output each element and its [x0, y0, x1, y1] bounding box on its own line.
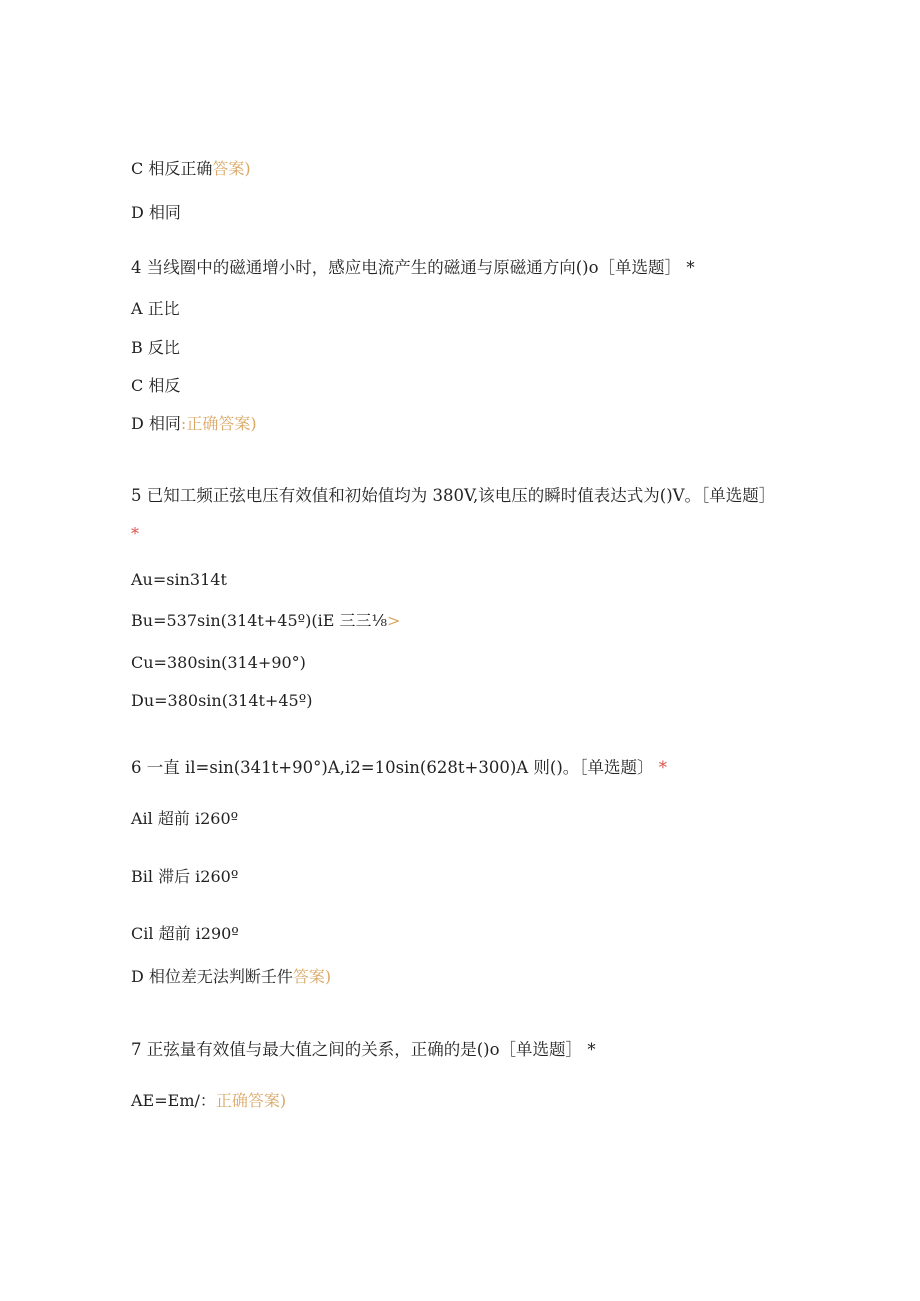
option-text: AE=Em/： — [131, 1091, 216, 1110]
q7-question — [131, 1039, 596, 1061]
q3-option-d — [131, 202, 181, 224]
option-text: D 相位差无法判断壬件 — [131, 967, 293, 986]
option-text: Cil 超前 i290º — [131, 924, 239, 943]
question-text: 7 正弦量有效值与最大值之间的关系，正确的是()o［单选题］ — [131, 1040, 583, 1059]
q7-option-a — [131, 1090, 286, 1112]
option-text: B 反比 — [131, 338, 180, 357]
option-text: D 相同 — [131, 414, 181, 433]
q4-question — [131, 257, 695, 279]
question-text: 6 一直 il=sin(341t+90°)A,i2=10sin(628t+300)A 则()。［单选题〕 — [131, 758, 654, 777]
q6-option-c — [131, 923, 239, 945]
option-text: Cu=380sin(314+90°) — [131, 653, 306, 672]
option-text: Du=380sin(314t+45º) — [131, 691, 313, 710]
correct-answer-mark: 答案) — [292, 967, 332, 986]
option-text: Bu=537sin(314t+45º)(iE 三三⅛ — [131, 611, 388, 630]
q4-option-a — [131, 298, 180, 320]
option-text: A 正比 — [131, 299, 180, 318]
required-star: * — [658, 758, 668, 777]
question-text: 5 已知工频正弦电压有效值和初始值均为 380V,该电压的瞬时值表达式为()V。［单选题］ — [131, 486, 776, 505]
required-star: * — [131, 524, 139, 543]
q5-question — [131, 485, 775, 507]
option-text: D 相同 — [131, 203, 181, 222]
option-text: Au=sin314t — [131, 570, 227, 589]
q5-option-d — [131, 690, 312, 712]
q4-option-b — [131, 337, 180, 359]
option-text: Ail 超前 i260º — [131, 809, 239, 828]
option-text: Bil 滞后 i260º — [131, 867, 239, 886]
q4-option-c — [131, 375, 180, 397]
question-text: 4 当线圈中的磁通增小时，感应电流产生的磁通与原磁通方向()o［单选题］ — [131, 258, 682, 277]
q5-required-star — [131, 523, 139, 545]
q6-option-d — [131, 966, 331, 988]
q6-question — [131, 757, 667, 779]
required-star: * — [686, 258, 695, 277]
q5-option-a — [131, 569, 227, 591]
q6-option-a — [131, 808, 238, 830]
q5-option-b — [131, 610, 400, 632]
correct-answer-mark: 答案) — [212, 159, 251, 178]
q5-option-c — [131, 652, 306, 674]
option-text: C 相反 — [131, 376, 181, 395]
correct-answer-mark: > — [387, 611, 401, 630]
required-star: * — [587, 1040, 596, 1059]
q3-option-c — [131, 158, 251, 180]
option-text: C 相反正确 — [131, 159, 213, 178]
correct-answer-mark: 正确答案) — [215, 1091, 287, 1110]
q6-option-b — [131, 866, 238, 888]
correct-answer-mark: :正确答案) — [180, 414, 257, 433]
q4-option-d — [131, 413, 257, 435]
